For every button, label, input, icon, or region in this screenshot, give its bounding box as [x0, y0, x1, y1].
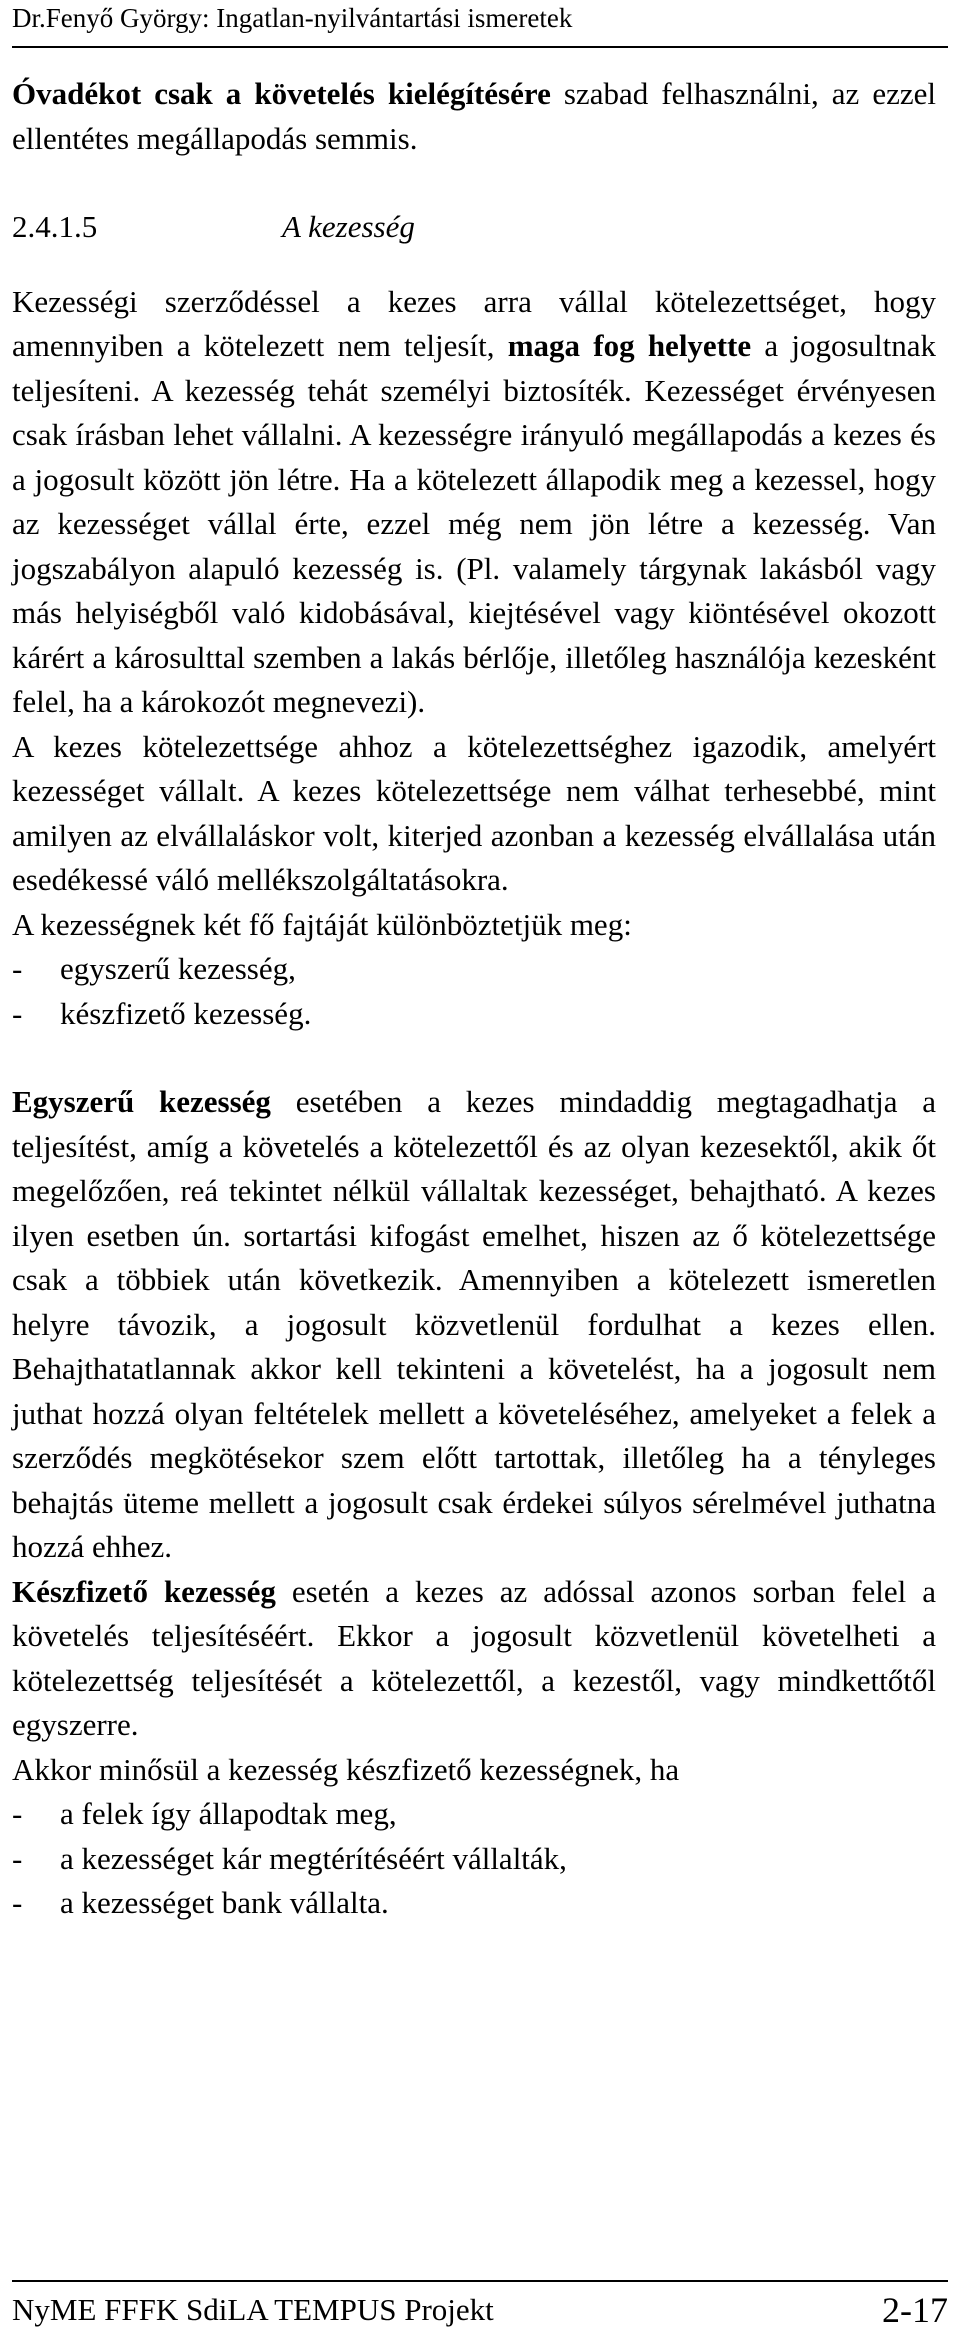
- list-item: [12, 1881, 936, 1926]
- list-item-text: a felek így állapodtak meg,: [60, 1796, 397, 1831]
- spacer: [12, 161, 936, 205]
- page-body: [12, 72, 936, 1926]
- list-dash: -: [12, 1840, 23, 1876]
- section-number: 2.4.1.5: [12, 209, 98, 244]
- spacer: [12, 250, 936, 280]
- spacer: [12, 1036, 936, 1080]
- list-dash: -: [12, 951, 23, 986]
- page-number: 2-17: [882, 2290, 948, 2330]
- intro-bold: Óvadékot csak a követelés kielégítésére: [12, 76, 551, 111]
- list-item: [12, 1792, 936, 1837]
- list-item-text: a kezességet kár megtérítéséért vállalták,: [60, 1840, 567, 1876]
- header-divider: [12, 46, 948, 48]
- footer-divider: [12, 2280, 948, 2282]
- list-dash: -: [12, 1885, 23, 1920]
- para1-a: Kezességi szerződéssel a kezes arra vállal kötelezettséget, hogy amennyiben a kötelezett nem teljesít,: [12, 283, 936, 363]
- list-item-text: készfizető kezesség.: [60, 995, 312, 1031]
- intro-rest: szabad felhasználni, az ezzel ellentétes megállapodás semmis.: [12, 76, 936, 156]
- list-item-text: a kezességet bank vállalta.: [60, 1885, 389, 1920]
- para5-bold: Készfizető kezesség: [12, 1573, 276, 1609]
- para4-bold: Egyszerű kezesség: [12, 1084, 271, 1119]
- running-header: Dr.Fenyő György: Ingatlan-nyilvántartási ismeretek: [12, 3, 573, 33]
- paragraph-2: A kezes kötelezettsége ahhoz a kötelezettséghez igazodik, amelyért kezességet vállalt. A kezes kötelezettsége nem válhat terhesebbé, mint amilyen az elvállaláskor volt, kiterjed azonban a kezesség elvállalása után esedékessé váló mellékszolgáltatásokra.: [12, 728, 936, 897]
- list-item-text: egyszerű kezesség,: [60, 951, 296, 986]
- paragraph-3: A kezességnek két fő fajtáját különböztetjük meg:: [12, 906, 632, 942]
- para1-bold: maga fog helyette: [507, 328, 752, 363]
- list-dash: -: [12, 1796, 23, 1831]
- list-item: [12, 1837, 936, 1882]
- para1-b: a jogosultnak teljesíteni. A kezesség tehát személyi biztosíték. Kezességet érvényesen csak írásban lehet vállalni. A kezességre irányuló megállapodás a kezes és a jogosult között jön létre. Ha a kötelezett állapodik meg a kezessel, hogy az kezességet vállal érte, ezzel még nem jön létre a kezesség. Van jogszabályon alapuló kezesség is. (Pl. valamely tárgynak lakásból vagy más helyiségből való kidobásával, kiejtésével vagy kiöntésével okozott kárért a károsulttal szemben a lakás bérlője, illetőleg használója kezesként felel, ha a károkozót megnevezi).: [12, 328, 936, 719]
- paragraph-5: [12, 1570, 936, 1748]
- footer-project: NyME FFFK SdiLA TEMPUS Projekt: [12, 2292, 494, 2327]
- list-item: [12, 947, 936, 992]
- page-footer: [12, 2290, 948, 2330]
- section-heading: [12, 205, 936, 250]
- intro-paragraph: [12, 72, 936, 161]
- list-item: [12, 992, 936, 1037]
- section-title: A kezesség: [282, 209, 415, 244]
- paragraph-1: [12, 280, 936, 725]
- para4-rest: esetében a kezes mindaddig megtagadhatja a teljesítést, amíg a követelés a kötelezettől és az olyan kezesektől, akik őt megelőzően, reá tekintet nélkül vállaltak kezességet, behajtható. A kezes ilyen esetben ún. sortartási kifogást emelhet, hiszen az ő kötelezettsége csak a többiek után következik. Amennyiben a kötelezett ismeretlen helyre távozik, a jogosult közvetlenül fordulhat a kezes ellen. Behajthatatlannak akkor kell tekinteni a követelést, ha a jogosult nem juthat hozzá olyan feltételek mellett a követeléséhez, amelyeket a felek a szerződés megkötésekor szem előtt tartottak, illetőleg ha a tényleges behajtás üteme mellett a jogosult csak érdekei súlyos sérelmével juthatna hozzá ehhez.: [12, 1084, 936, 1564]
- paragraph-6: Akkor minősül a kezesség készfizető kezességnek, ha: [12, 1751, 680, 1787]
- paragraph-4: [12, 1080, 936, 1570]
- list-dash: -: [12, 995, 23, 1031]
- para5-rest: esetén a kezes az adóssal azonos sorban felel a követelés teljesítéséért. Ekkor a jogosult közvetlenül követelheti a kötelezettség teljesítését a kötelezettől, a kezestől, vagy mindkettőtől egyszerre.: [12, 1573, 936, 1742]
